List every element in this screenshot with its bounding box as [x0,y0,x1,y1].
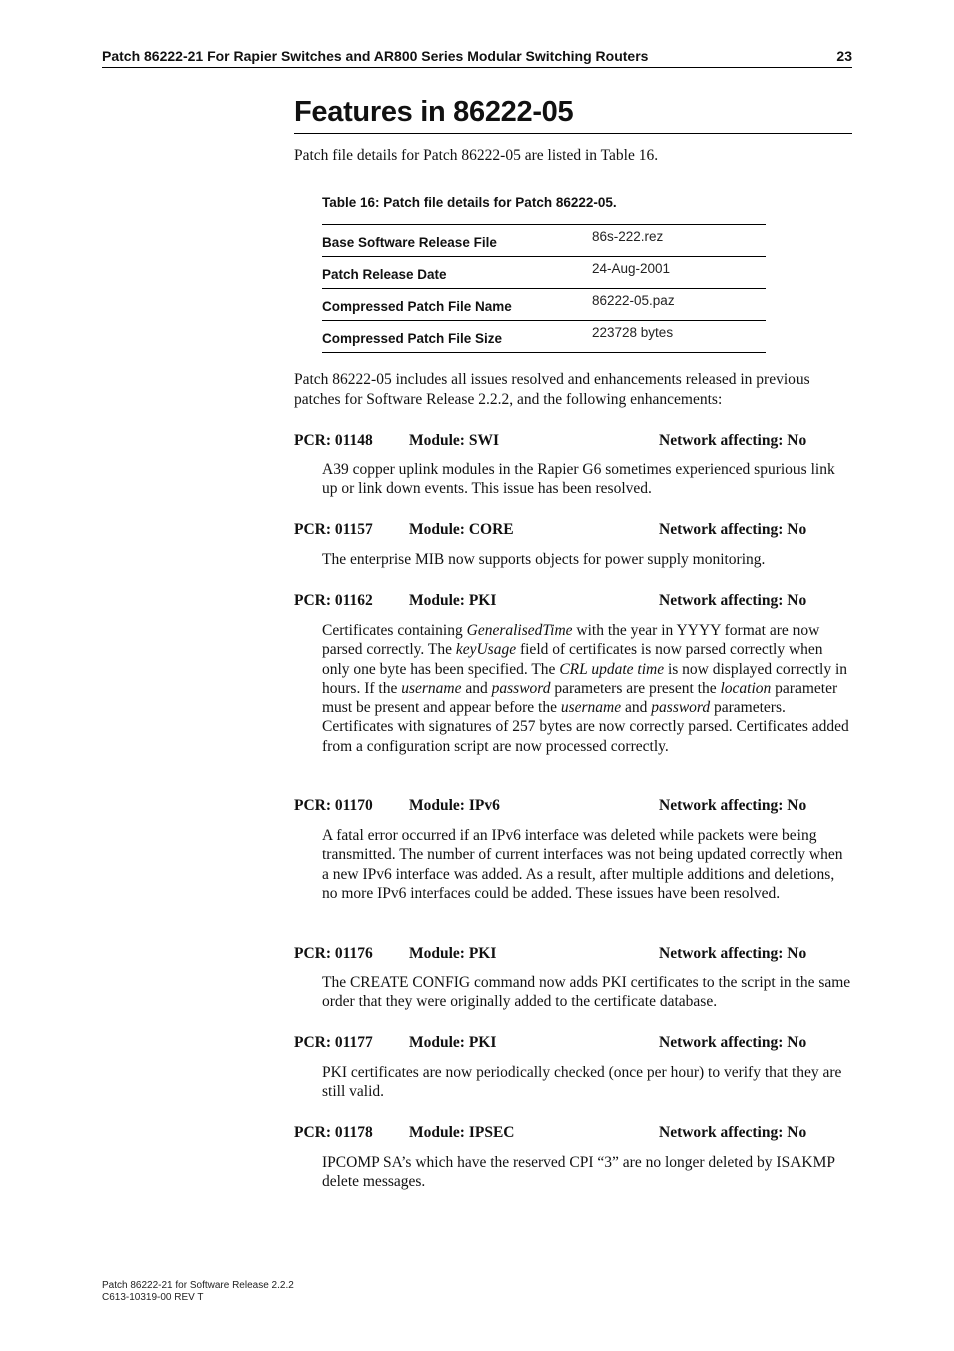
row-value: 24-Aug-2001 [592,257,766,289]
pcr-heading [294,945,854,965]
pcr-number: PCR: 01178 [294,1124,373,1141]
pcr-heading [294,797,854,817]
italic-term: username [560,699,622,717]
text-run: with the year in YYYY format are now parsed correctly. The [322,622,820,659]
running-header [102,48,852,68]
row-label: Base Software Release File [322,225,592,257]
pcr-description: The enterprise MIB now supports objects for power supply monitoring. [322,551,766,568]
intro-paragraph: Patch file details for Patch 86222-05 are listed in Table 16. [294,147,659,164]
row-value: 86222-05.paz [592,289,766,321]
row-label: Patch Release Date [322,257,592,289]
pcr-module: Module: CORE [409,521,514,538]
italic-term: GeneralisedTime [466,622,573,639]
pcr-number: PCR: 01148 [294,432,373,449]
text-run: Certificates containing [322,622,467,639]
pcr-heading [294,432,854,452]
italic-term: username [401,679,462,697]
page-footer [102,1280,294,1304]
pcr-module: Module: IPSEC [409,1124,515,1141]
lead-paragraph: Patch 86222-05 includes all issues resolved and enhancements released in previous patches for Software Release 2.2.2, and the following enhancements: [294,371,810,408]
pcr-heading [294,1124,854,1144]
pcr-number: PCR: 01176 [294,945,373,962]
text-run: and [621,699,652,717]
table-row [322,321,766,353]
pcr-description: IPCOMP SA’s which have the reserved CPI “3” are no longer deleted by ISAKMP delete messages. [322,1154,835,1191]
text-run: parameters. Certificates with signatures of 257 bytes are now correctly parsed. Certificates added from a configuration script are now processed correctly. [322,699,849,755]
section-title: Features in 86222-05 [294,96,852,134]
text-run: parameter must be present and appear before the [322,679,838,717]
row-value: 223728 bytes [592,321,766,353]
pcr-network-affecting: Network affecting: No [659,1034,807,1051]
table-row [322,289,766,321]
italic-term: location [720,679,772,697]
text-run: and [461,679,492,697]
italic-term: CRL update time [559,660,665,678]
table-row [322,225,766,257]
pcr-network-affecting: Network affecting: No [659,432,807,449]
pcr-description [322,621,852,756]
pcr-network-affecting: Network affecting: No [659,1124,807,1141]
pcr-network-affecting: Network affecting: No [659,797,807,814]
pcr-heading [294,592,854,612]
pcr-description: A39 copper uplink modules in the Rapier G6 sometimes experienced spurious link up or link down events. This issue has been resolved. [322,461,835,498]
page-number: 23 [836,48,852,64]
pcr-description: A fatal error occurred if an IPv6 interface was deleted while packets were being transmitted. The number of current interfaces was not being updated correctly when a new IPv6 interface was added. As a result, after multiple additions and deletions, no more IPv6 interfaces could be added. These issues have been resolved. [322,827,843,902]
pcr-module: Module: PKI [409,945,497,962]
italic-term: keyUsage [455,641,517,659]
pcr-heading [294,1034,854,1054]
pcr-description: The CREATE CONFIG command now adds PKI certificates to the script in the same order that they were originally added to the certificate database. [322,974,851,1011]
pcr-number: PCR: 01157 [294,521,373,538]
pcr-number: PCR: 01177 [294,1034,373,1051]
patch-details-table [322,224,766,353]
pcr-network-affecting: Network affecting: No [659,521,807,538]
italic-term: password [651,699,711,717]
text-run: parameters are present the [550,679,721,697]
footer-release: Patch 86222-21 for Software Release 2.2.2 [102,1280,294,1291]
text-run: field of certificates is now parsed correctly when only one byte has been specified. The [322,641,823,678]
header-title: Patch 86222-21 For Rapier Switches and AR800 Series Modular Switching Routers [102,48,649,64]
pcr-number: PCR: 01162 [294,592,373,609]
pcr-module: Module: PKI [409,1034,497,1051]
row-label: Compressed Patch File Size [322,321,592,353]
pcr-heading [294,521,854,541]
italic-term: password [491,679,551,697]
pcr-module: Module: PKI [409,592,497,609]
pcr-network-affecting: Network affecting: No [659,945,807,962]
pcr-number: PCR: 01170 [294,797,373,814]
pcr-module: Module: SWI [409,432,499,449]
table-caption: Table 16: Patch file details for Patch 86222-05. [322,195,617,210]
footer-doc-id: C613-10319-00 REV T [102,1292,204,1303]
table-row [322,257,766,289]
text-run: is now displayed correctly in hours. If the [322,660,848,697]
row-label: Compressed Patch File Name [322,289,592,321]
pcr-description: PKI certificates are now periodically checked (once per hour) to verify that they are still valid. [322,1064,842,1101]
pcr-network-affecting: Network affecting: No [659,592,807,609]
pcr-module: Module: IPv6 [409,797,500,814]
row-value: 86s-222.rez [592,225,766,257]
